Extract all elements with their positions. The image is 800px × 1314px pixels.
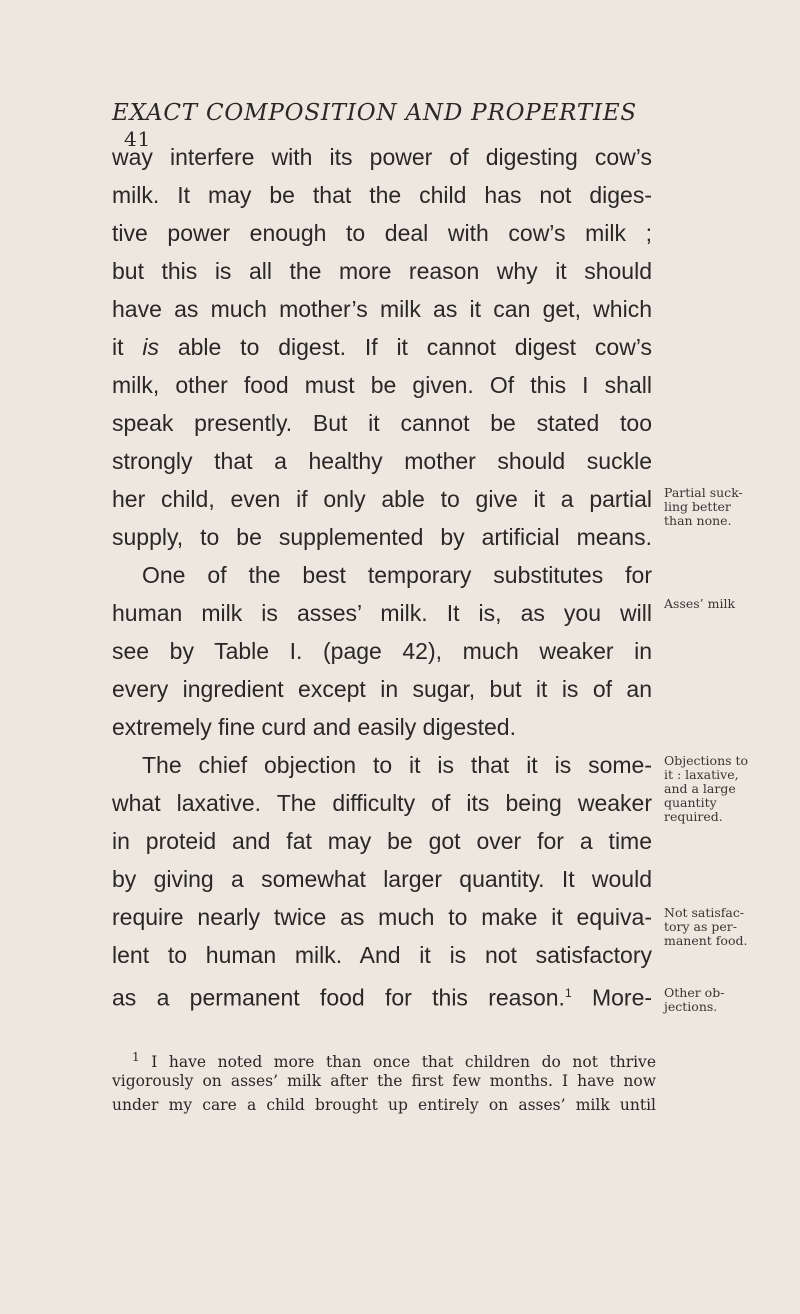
text-line-8: speak presently. But it cannot be stated too	[112, 410, 652, 436]
text-line-23-end: More-	[591, 984, 653, 1011]
margin-note-line: Not satisfac-	[664, 905, 745, 920]
text-line-6	[112, 328, 652, 366]
text-line-20: by giving a somewhat larger quantity. It would	[112, 866, 652, 892]
page-number: 41	[124, 127, 152, 151]
footnote-line-1	[112, 1045, 656, 1072]
footnote-text-1: I have noted more than once that children do not thrive	[151, 1053, 656, 1072]
margin-note-objections	[664, 754, 794, 824]
text-line-21: require nearly twice as much to make it equiva-	[112, 904, 652, 930]
margin-note-line: and a large	[664, 781, 736, 796]
footnote	[112, 1045, 656, 1117]
text-line-5: have as much mother’s milk as it can get, which	[112, 296, 652, 322]
margin-note-line: Partial suck-	[664, 485, 743, 500]
margin-note-asses-milk	[664, 597, 794, 611]
margin-note-line: tory as per-	[664, 919, 737, 934]
text-line-13: human milk is asses’ milk. It is, as you will	[112, 600, 652, 626]
text-line-6-rest: able to digest. If it cannot digest cow’s	[177, 334, 653, 360]
margin-note-line: ling better	[664, 499, 731, 514]
text-line-7: milk, other food must be given. Of this I shall	[112, 372, 652, 398]
text-line-16: extremely fine curd and easily digested.	[112, 714, 516, 740]
margin-note-line: Other ob-	[664, 985, 725, 1000]
text-line-9: strongly that a healthy mother should suckle	[112, 448, 652, 474]
margin-note-line: jections.	[664, 999, 718, 1014]
text-line-22: lent to human milk. And it is not satisfactory	[112, 942, 652, 968]
margin-note-line: required.	[664, 809, 723, 824]
text-line-15: every ingredient except in sugar, but it is of an	[112, 676, 652, 702]
text-line-18: what laxative. The difficulty of its being weaker	[112, 790, 652, 816]
margin-note-line: Asses’ milk	[664, 596, 736, 611]
text-line-19: in proteid and fat may be got over for a time	[112, 828, 652, 854]
text-line-12: One of the best temporary substitutes for	[142, 562, 652, 588]
text-line-17: The chief objection to it is that it is some-	[142, 752, 652, 778]
margin-note-line: than none.	[664, 513, 732, 528]
text-line-23-main: as a permanent food for this reason.	[112, 984, 565, 1011]
text-line-11: supply, to be supplemented by artificial means.	[112, 524, 652, 550]
text-line-6-prefix: it	[112, 334, 124, 360]
header-title: EXACT COMPOSITION AND PROPERTIES	[112, 100, 637, 126]
text-line-10: her child, even if only able to give it a partial	[112, 486, 652, 512]
margin-note-partial-suckling	[664, 486, 794, 528]
text-line-3: tive power enough to deal with cow’s milk ;	[112, 220, 652, 246]
footnote-marker: 1	[132, 1050, 140, 1064]
footnote-line-3: under my care a child brought up entirely on asses’ milk until	[112, 1096, 656, 1114]
footnote-line-2: vigorously on asses’ milk after the first few months. I have now	[112, 1072, 656, 1090]
text-line-23	[112, 974, 652, 1012]
margin-note-line: quantity	[664, 795, 717, 810]
margin-note-not-satisfactory	[664, 906, 794, 948]
text-line-4: but this is all the more reason why it should	[112, 258, 652, 284]
main-text	[112, 138, 652, 1012]
margin-note-line: it : laxative,	[664, 767, 739, 782]
footnote-reference[interactable]: 1	[564, 986, 572, 1000]
emphasis-is: is	[142, 334, 159, 360]
text-line-2: milk. It may be that the child has not diges-	[112, 182, 652, 208]
margin-note-line: Objections to	[664, 753, 749, 768]
text-line-14: see by Table I. (page 42), much weaker in	[112, 638, 652, 664]
margin-note-other-objections	[664, 986, 794, 1014]
margin-note-line: manent food.	[664, 933, 748, 948]
text-line-1: way interfere with its power of digesting cow’s	[112, 144, 652, 170]
